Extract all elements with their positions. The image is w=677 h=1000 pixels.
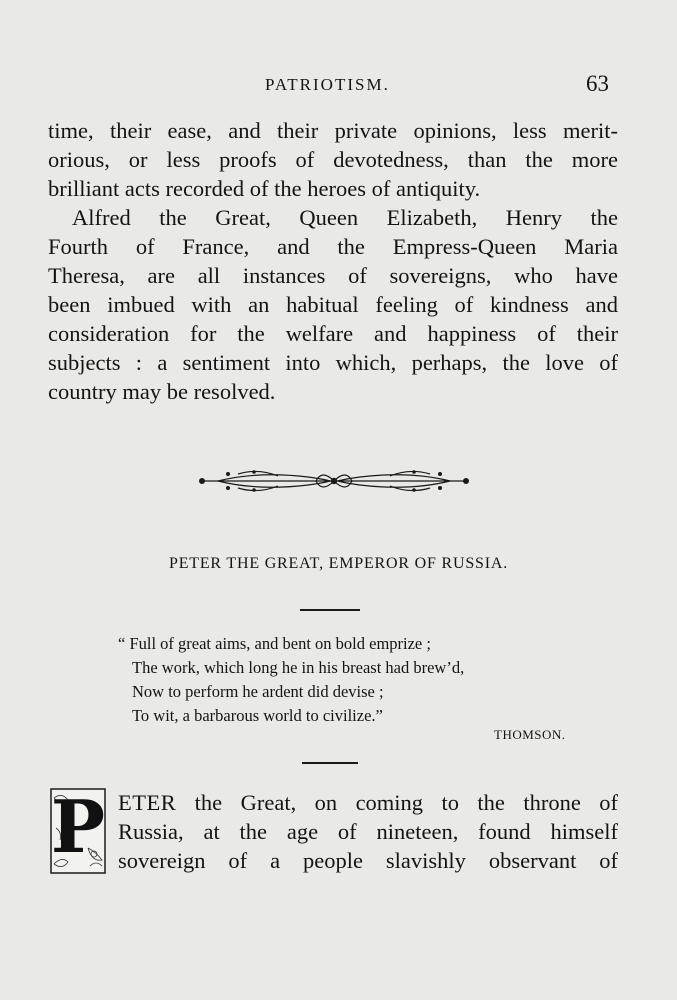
text-line: Russia, at the age of nineteen, found himself: [118, 819, 618, 844]
epigraph-line: “ Full of great aims, and bent on bold emprize ;: [118, 634, 431, 653]
running-head: [0, 71, 677, 101]
title-rule: [300, 609, 360, 611]
text-line: subjects : a sentiment into which, perhaps, the love of: [48, 350, 618, 375]
text-run: the Great, on coming to the throne of: [176, 790, 618, 815]
ornamental-flourish-icon: [198, 466, 470, 496]
epigraph-attribution: THOMSON.: [494, 727, 566, 742]
page-number: 63: [586, 71, 609, 96]
epigraph: [118, 632, 558, 728]
text-line: Alfred the Great, Queen Elizabeth, Henry the: [72, 205, 618, 230]
text-line: sovereign of a people slavishly observant of: [118, 848, 618, 873]
text-line: Theresa, are all instances of sovereigns, who have: [48, 263, 618, 288]
text-line: orious, or less proofs of devotedness, than the more: [48, 147, 618, 172]
text-line: been imbued with an habitual feeling of kindness and: [48, 292, 618, 317]
epigraph-rule: [302, 762, 358, 764]
text-line: Fourth of France, and the Empress-Queen Maria: [48, 234, 618, 259]
paragraph-continuation: [48, 116, 618, 203]
paragraph-sovereigns: [48, 203, 618, 406]
text-line: brilliant acts recorded of the heroes of antiquity.: [48, 176, 481, 201]
first-word: ETER: [118, 790, 177, 815]
decorated-initial-icon: [50, 788, 106, 874]
epigraph-line: Now to perform he ardent did devise ;: [132, 682, 384, 701]
running-title: PATRIOTISM.: [265, 75, 390, 94]
drop-cap-letter: P: [50, 788, 106, 869]
text-line: [118, 788, 618, 817]
text-line: consideration for the welfare and happiness of their: [48, 321, 618, 346]
opening-paragraph: [118, 788, 618, 875]
section-title: PETER THE GREAT, EMPEROR OF RUSSIA.: [169, 555, 508, 572]
epigraph-line: To wit, a barbarous world to civilize.”: [132, 706, 383, 725]
text-line: country may be resolved.: [48, 379, 276, 404]
text-line: time, their ease, and their private opinions, less merit-: [48, 118, 618, 143]
epigraph-line: The work, which long he in his breast had brew’d,: [132, 658, 465, 677]
